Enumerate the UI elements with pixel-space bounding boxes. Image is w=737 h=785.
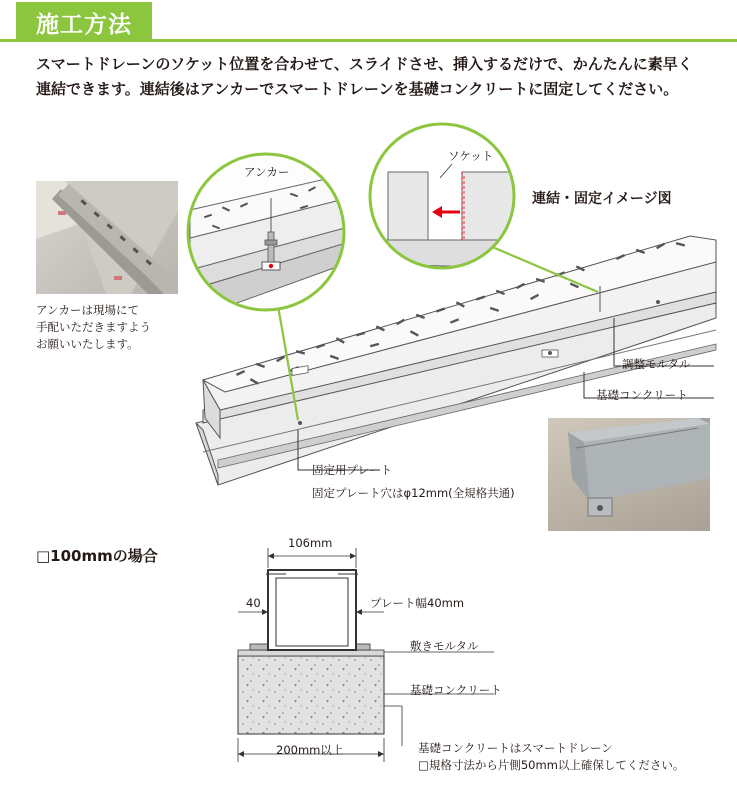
dim-base-width: 200mm以上 [276, 743, 344, 757]
plate-label: 固定用プレート [312, 463, 393, 477]
plate-photo-image [548, 418, 710, 531]
plate-photo [548, 418, 710, 531]
section-drawing [238, 548, 494, 762]
socket-label: ソケット [448, 149, 494, 163]
dim-plate-offset: 40 [246, 596, 261, 610]
section-title: □100mmの場合 [36, 547, 158, 565]
section-concrete-label: 基礎コンクリート [410, 683, 502, 697]
anchor-note-line-3: お願いいたします。 [36, 337, 139, 351]
plate-hole-label: 固定プレート穴はφ12mm(全規格共通) [312, 486, 515, 500]
anchor-note-line-2: 手配いただきますよう [36, 320, 151, 334]
page-title-text: 施工方法 [36, 11, 132, 38]
intro-line-2: 連結できます。連結後はアンカーでスマートドレーンを基礎コンクリートに固定してください。 [36, 80, 679, 98]
section-note-line-1: 基礎コンクリートはスマートドレーン [418, 741, 613, 755]
intro-line-1: スマートドレーンのソケット位置を合わせて、スライドさせ、挿入するだけで、かんたんに素早く [36, 55, 693, 73]
image-title: 連結・固定イメージ図 [532, 191, 672, 207]
anchor-label: アンカー [244, 165, 290, 179]
concrete-label: 基礎コンクリート [596, 388, 688, 402]
anchor-note-line-1: アンカーは現場にて [36, 303, 140, 317]
section-note-line-2: □規格寸法から片側50mm以上確保してください。 [418, 758, 685, 772]
dim-plate-width: プレート幅40mm [370, 596, 465, 610]
dim-width-top: 106mm [288, 536, 333, 550]
mortar-label: 調整モルタル [622, 357, 691, 371]
section-mortar-label: 敷きモルタル [410, 639, 479, 653]
